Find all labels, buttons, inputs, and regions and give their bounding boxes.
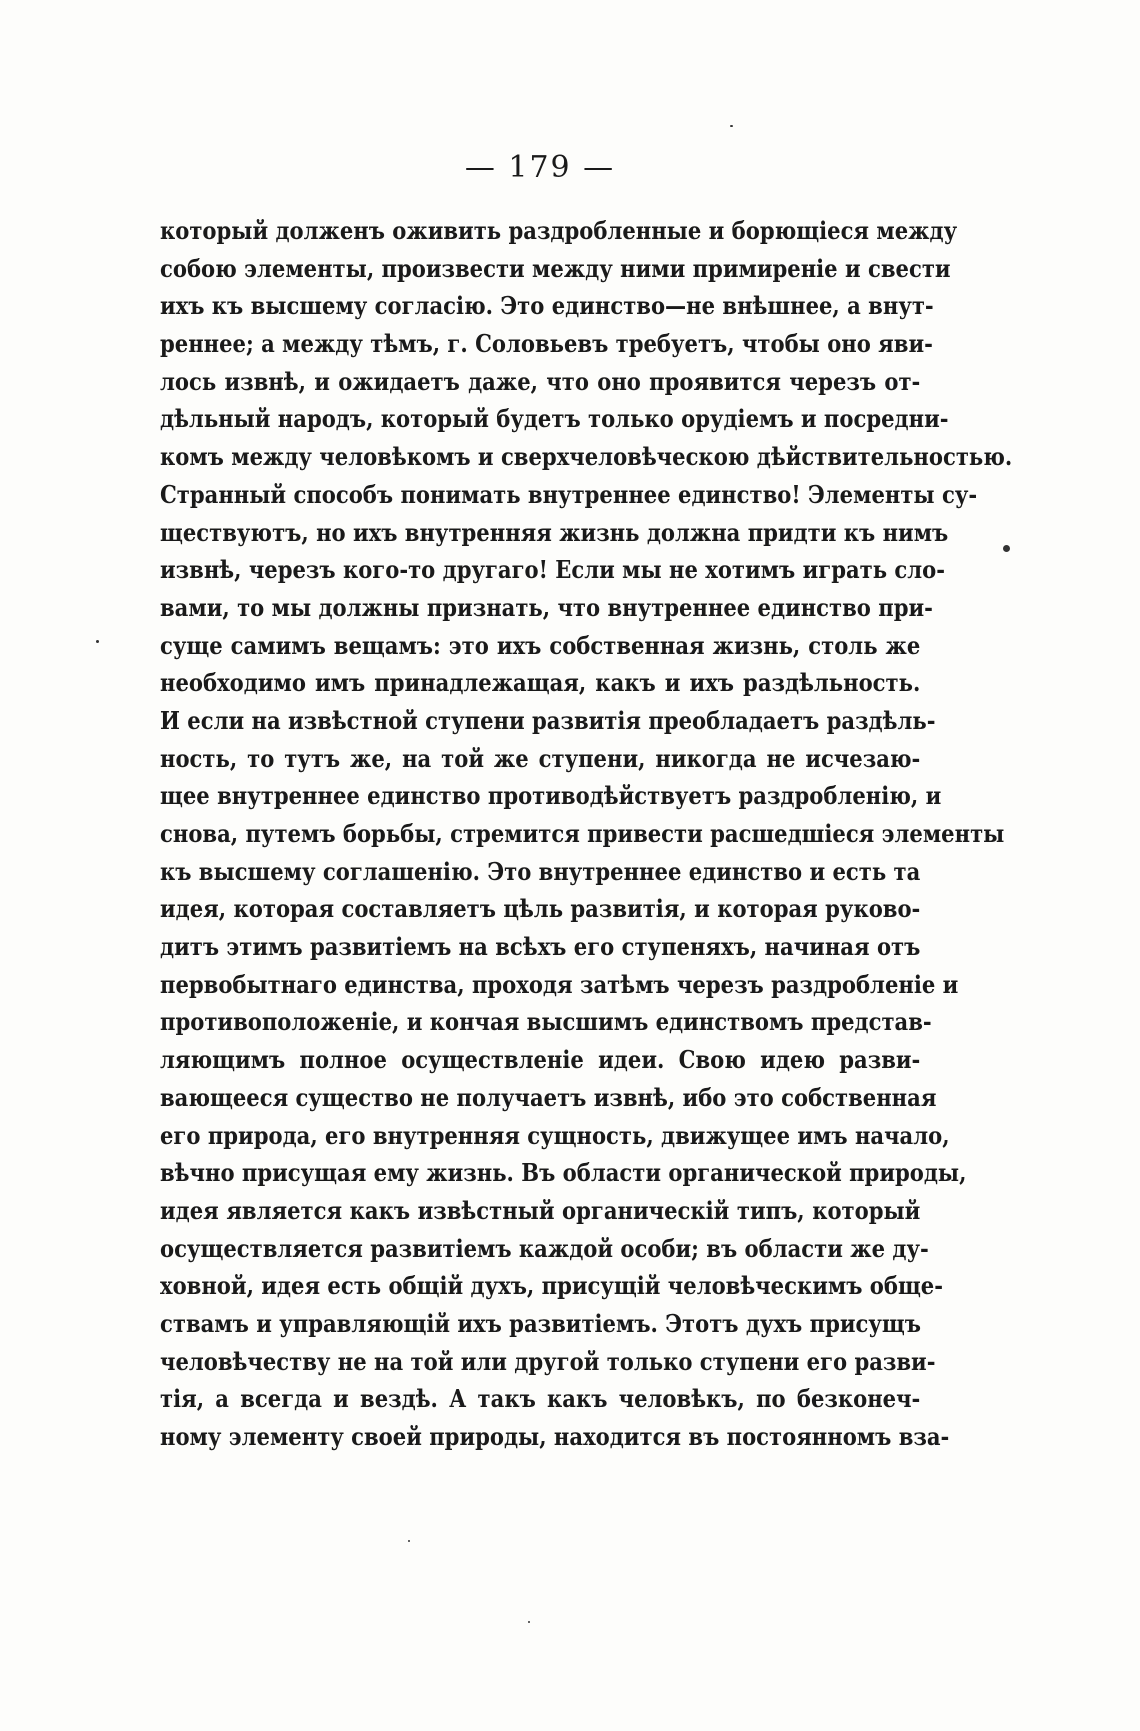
text-line: ному элементу своей природы, находится въ постоянномъ вза- (160, 1422, 950, 1451)
text-line: противоположеніе, и кончая высшимъ единствомъ представ- (160, 1007, 932, 1037)
scan-speck (730, 125, 733, 127)
text-line: тія, а всегда и вездѣ. А такъ какъ человѣкъ, по безконеч- (160, 1384, 921, 1414)
scan-speck (408, 1540, 410, 1542)
scan-speck (96, 640, 99, 643)
text-line: собою элементы, произвести между ними примиреніе и свести (160, 253, 951, 283)
text-line: идея является какъ извѣстный органическій типъ, который (160, 1195, 921, 1225)
text-line: ществуютъ, но ихъ внутренняя жизнь должна придти къ нимъ (160, 517, 949, 547)
text-line: необходимо имъ принадлежащая, какъ и ихъ раздѣльность. (160, 668, 921, 698)
text-line: вѣчно присущая ему жизнь. Въ области органической природы, (160, 1158, 967, 1188)
page-number: — 179 — (464, 150, 616, 185)
text-line: вающееся существо не получаетъ извнѣ, ибо это собственная (160, 1082, 937, 1112)
text-line: реннее; а между тѣмъ, г. Соловьевъ требуетъ, чтобы оно яви- (160, 329, 933, 359)
text-line: его природа, его внутренняя сущность, движущее имъ начало, (160, 1120, 950, 1150)
text-line: комъ между человѣкомъ и сверхчеловѣческою дѣйствительностью. (160, 442, 1013, 472)
scan-speck (1003, 545, 1010, 552)
text-line: щее внутреннее единство противодѣйствуетъ раздробленію, и (160, 781, 942, 811)
text-line: вами, то мы должны признать, что внутреннее единство при- (160, 592, 933, 622)
scan-speck (528, 1621, 530, 1623)
text-line: ность, то тутъ же, на той же ступени, никогда не исчезаю- (160, 743, 921, 773)
page-body-text (160, 212, 1013, 1456)
text-line: ляющимъ полное осуществленіе идеи. Свою идею разви- (160, 1045, 921, 1075)
text-line: суще самимъ вещамъ: это ихъ собственная жизнь, столь же (160, 630, 921, 660)
text-line: ихъ къ высшему согласію. Это единство—не внѣшнее, а внут- (160, 291, 934, 321)
text-line: лось извнѣ, и ожидаетъ даже, что оно проявится черезъ от- (160, 366, 921, 396)
text-line: ховной, идея есть общій духъ, присущій человѣческимъ обще- (160, 1271, 944, 1301)
text-line: человѣчеству не на той или другой только ступени его разви- (160, 1346, 936, 1376)
text-line: дѣльный народъ, который будетъ только орудіемъ и посредни- (160, 404, 949, 434)
text-line: Странный способъ понимать внутреннее единство! Элементы су- (160, 479, 978, 509)
text-line: извнѣ, черезъ кого-то другаго! Если мы не хотимъ играть сло- (160, 555, 946, 585)
text-line: ствамъ и управляющій ихъ развитіемъ. Этотъ духъ присущъ (160, 1308, 921, 1338)
text-line: къ высшему соглашенію. Это внутреннее единство и есть та (160, 856, 921, 886)
text-line: который долженъ оживить раздробленные и борющіеся между (160, 216, 958, 245)
text-line: первобытнаго единства, проходя затѣмъ черезъ раздробленіе и (160, 969, 959, 999)
text-line: снова, путемъ борьбы, стремится привести расшедшіеся элементы (160, 819, 1005, 848)
text-line: дитъ этимъ развитіемъ на всѣхъ его ступеняхъ, начиная отъ (160, 932, 921, 962)
text-line: идея, которая составляетъ цѣль развитія, и которая руково- (160, 894, 921, 924)
text-line: И если на извѣстной ступени развитія преобладаетъ раздѣль- (160, 705, 936, 735)
text-line: осуществляется развитіемъ каждой особи; въ области же ду- (160, 1233, 929, 1263)
